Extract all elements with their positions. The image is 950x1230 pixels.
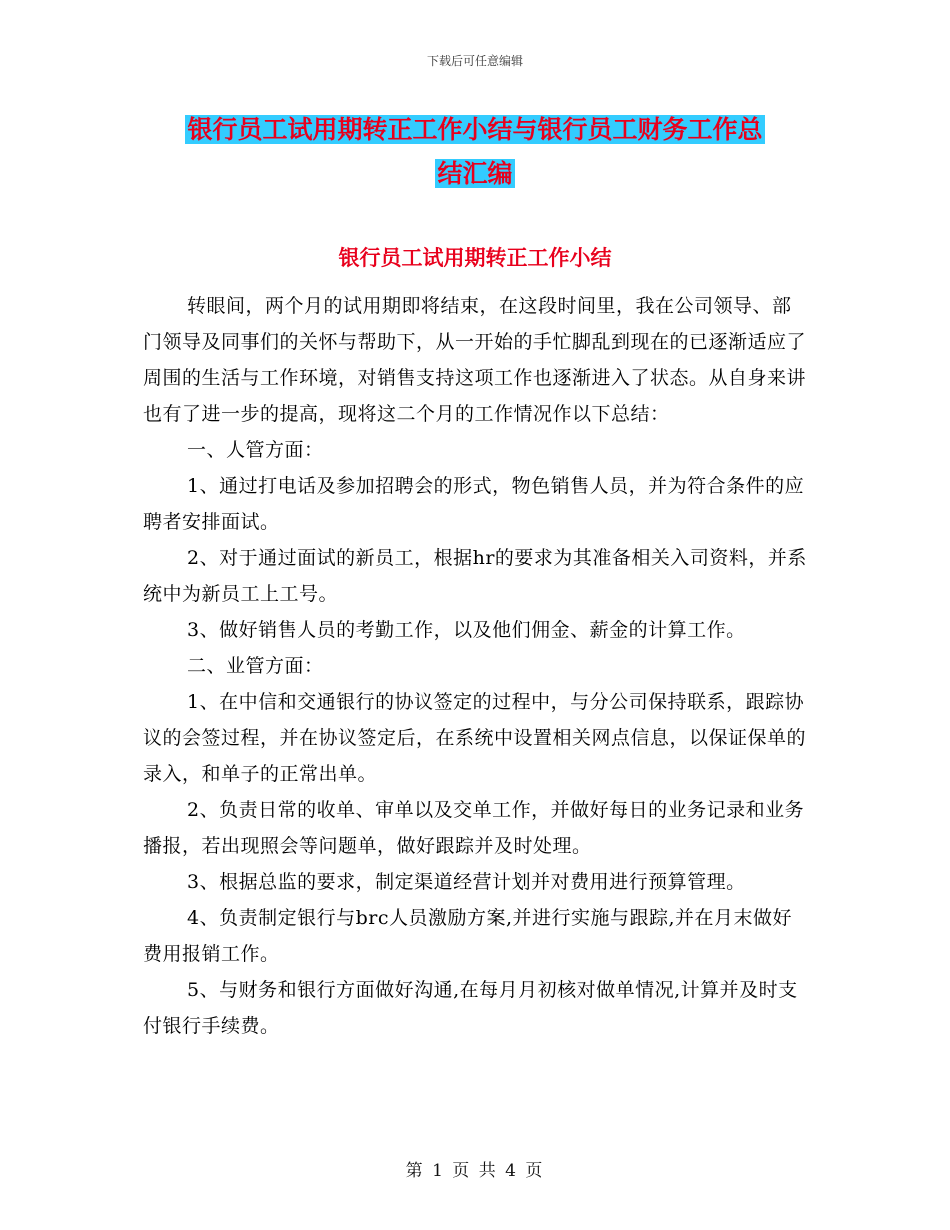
paragraph: 1、在中信和交通银行的协议签定的过程中，与分公司保持联系，跟踪协议的会签过程，并在协议签定后，在系统中设置相关网点信息，以保证保单的录入，和单子的正常出单。 xyxy=(143,691,807,785)
paragraph: 5、与财务和银行方面做好沟通,在每月月初核对做单情况,计算并及时支付银行手续费。 xyxy=(143,979,798,1037)
paragraph: 二、业管方面： xyxy=(187,655,324,677)
header-note: 下载后可任意编辑 xyxy=(426,54,523,68)
paragraph: 3、做好销售人员的考勤工作，以及他们佣金、薪金的计算工作。 xyxy=(187,619,746,641)
page-footer: 第 1 页 共 4 页 xyxy=(405,1161,545,1181)
paragraph: 一、人管方面： xyxy=(187,439,324,461)
section-title: 银行员工试用期转正工作小结 xyxy=(338,246,612,270)
main-title-line-2-text: 结汇编 xyxy=(437,159,513,188)
main-title-line-1-text: 银行员工试用期转正工作小结与银行员工财务工作总 xyxy=(187,115,763,144)
paragraph: 转眼间，两个月的试用期即将结束，在这段时间里，我在公司领导、部门领导及同事们的关怀与帮助下，从一开始的手忙脚乱到现在的已逐渐适应了周围的生活与工作环境，对销售支持这项工作也逐渐进入了状态。从自身来讲也有了进一步的提高，现将这二个月的工作情况作以下总结： xyxy=(143,295,807,425)
paragraph: 2、负责日常的收单、审单以及交单工作，并做好每日的业务记录和业务播报，若出现照会等问题单，做好跟踪并及时处理。 xyxy=(143,799,805,857)
paragraph: 3、根据总监的要求，制定渠道经营计划并对费用进行预算管理。 xyxy=(187,871,746,893)
paragraph: 2、对于通过面试的新员工，根据hr的要求为其准备相关入司资料，并系统中为新员工上工号。 xyxy=(143,547,807,605)
main-title-line-2 xyxy=(0,152,950,196)
paragraph: 1、通过打电话及参加招聘会的形式，物色销售人员，并为符合条件的应聘者安排面试。 xyxy=(143,475,805,533)
main-title-line-1 xyxy=(0,108,950,152)
body-text xyxy=(143,288,809,1044)
paragraph: 4、负责制定银行与brc人员激励方案,并进行实施与跟踪,并在月末做好费用报销工作。 xyxy=(143,907,793,965)
